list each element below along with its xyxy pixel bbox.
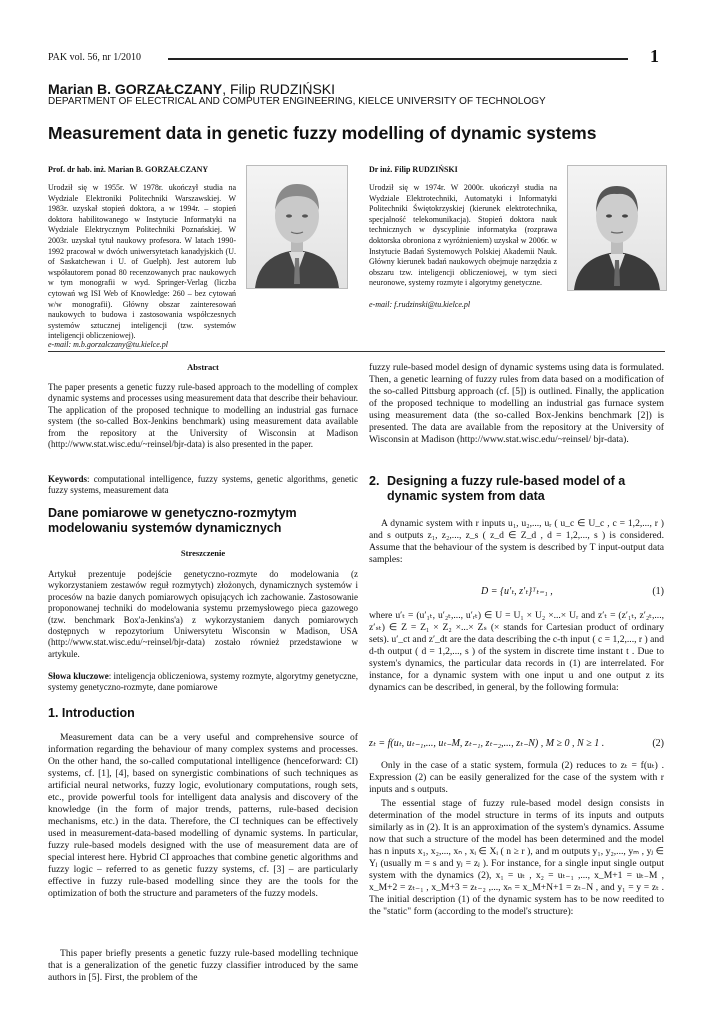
equation-1-number: (1) [652,586,664,597]
bio2-text: Urodził się w 1974r. W 2000r. ukończył studia na Wydziale Elektrotechniki, Automatyki i Informatyki Politechniki Świętokrzyskiej (kierunek elektrotechnika, specjalność telekomunikacja). Stopień doktora nauk technicznych w dyscyplinie informatyka (rozprawa doktorska obroniona z wyróżnieniem) uzyskał w 2006r. w Instytucie Badań Systemowych Polskiej Akademii Nauk. Główny kierunek badań naukowych obejmuje narzędzia z obszaru tzw. inteligencji obliczeniowej, w tym sieci neuronowe, systemy rozmyte i algorytmy genetyczne. [369,183,557,288]
section-2-title: Designing a fuzzy rule-based model of a dynamic system from data [387,474,626,503]
author-1: Marian B. GORZAŁCZANY [48,81,223,97]
department: DEPARTMENT OF ELECTRICAL AND COMPUTER ENGINEERING, KIELCE UNIVERSITY OF TECHNOLOGY [48,96,546,107]
polish-keywords-label: Słowa kluczowe [48,671,109,681]
section-2-heading [369,474,664,504]
page-number: 1 [650,46,659,66]
equation-2 [369,738,664,752]
bio1-name: Prof. dr hab. inż. Marian B. GORZAŁCZANY [48,165,209,174]
author-separator: , [222,81,231,97]
polish-abstract-text: Artykuł prezentuje podejście genetyczno-rozmyte do modelowania (z wykorzystaniem zestawów reguł rozmytych) złożonych, dynamicznych systemów i procesów na bazie danych pomiarowych opisujących ich zachowanie. Zastosowanie proponowanej techniki do modelowania systemu przemysłowego pieca gazowego (tzw. benchmark Box'a-Jenkins'a) z wykorzystaniem danych pomiarowych dostępnych w repozytorium Uniwersytetu Wisconsin w Madison, USA (http://www.stat.wisc.edu/~reinsel/bjr-data) zostało również przedstawione w artykule. [48,569,358,659]
bio1-text: Urodził się w 1955r. W 1978r. ukończył studia na Wydziale Elektroniki Politechniki Warszawskiej. W 1983r. uzyskał stopień doktora, a w 1994r. – stopień doktora habilitowanego w Instytucie Informatyki na Wydziale Elektrycznym Politechniki Poznańskiej. W 2003r. uzyskał tytuł naukowy profesora. W latach 1990-1992 pracował w dwóch uniwersytetach kanadyjskich (U. of Saskatchewan i U. of Guelph). Jest autorem lub współautorem ponad 80 recenzowanych prac naukowych w tym monografii w wyd. Springer-Verlag (liczba cytowań wg ISI Web of Knowledge: 260 – bez cytowań w/w monografii). Główny obszar zainteresowań naukowych to budowa i zastosowania współczesnych systemów sztucznej inteligencji (tzw. systemów inteligencji obliczeniowej). [48,183,236,341]
bio2-name: Dr inż. Filip RUDZIŃSKI [369,165,458,174]
bio2-email: e-mail: f.rudzinski@tu.kielce.pl [369,300,471,309]
equation-2-body: zₜ = f(uₜ, uₜ₋₁,..., uₜ₋M, zₜ₋₁, zₜ₋₂,..., zₜ₋N) , M ≥ 0 , N ≥ 1 . [369,738,605,749]
author1-photo [246,165,348,289]
header-rule [168,58,628,60]
section-2-paragraph-a: A dynamic system with r inputs u₁, u₂,..., uᵣ ( u_c ∈ U_c , c = 1,2,..., r ) and s outputs z₁, z₂,..., z_s ( z_d ∈ Z_d , d = 1,2,..., s ) is considered. Assume that the behaviour of the system is described by T input-output data samples: [369,518,664,565]
polish-keywords-text: : inteligencja obliczeniowa, systemy rozmyte, algorytmy genetyczne, systemy genetyczno-rozmyte, dane pomiarowe [48,671,358,693]
journal-header: PAK vol. 56, nr 1/2010 [48,52,141,63]
abstract-text: The paper presents a genetic fuzzy rule-based approach to the modelling of complex dynamic systems and processes using measurement data that describe their behaviour. The application of the proposed technique to modelling an industrial gas furnace system (the so-called Box-Jenkins benchmark) using measurement data available from the repository at the University of Wisconsin at Madison (http://www.stat.wisc.edu/~reinsel/bjr-data) is also presented in the paper. [48,382,358,450]
polish-keywords [48,671,358,694]
section-2-paragraph-b: where u′ₜ = (u′₁ₜ, u′₂ₜ,..., u′ᵣₜ) ∈ U = U₁ × U₂ ×...× Uᵣ and z′ₜ = (z′₁ₜ, z′₂ₜ,..., z′ₛₜ) ∈ Z = Z₁ × Z₂ ×...× Zₛ (× stands for Cartesian product of ordinary sets). u′_ct and z′_dt are the data describing the c-th input ( c = 1,2,..., r ) and d-th output ( d = 1,2,..., s ) of the system in discrete time instant t . Due to system's dynamics, the particular data records in (1) are interrelated. For instance, for a dynamic system with one input u and one output z its dynamics can be described, in general, by the following formula: [369,610,664,693]
authors-line [48,81,335,97]
author-2: Filip RUDZIŃSKI [230,81,336,97]
paper-title: Measurement data in genetic fuzzy modelling of dynamic systems [48,123,597,143]
polish-abstract-heading: Streszczenie [180,548,226,558]
keywords-label: Keywords [48,474,87,484]
section-introduction-heading: 1. Introduction [48,706,135,720]
bio-divider [48,351,665,352]
section-2-paragraph-d: The essential stage of fuzzy rule-based model design consists in determination of the model structure in terms of its inputs and outputs similarly as in (2). It is an approximation of the system's dynamics. Assume now that such a structure of the model has been determined and the model has n inputs x₁, x₂,..., xₙ , xᵢ ∈ Xᵢ ( n ≥ r ), and m outputs y₁, y₂,..., yₘ , yⱼ ∈ Yⱼ (usually m = s and yⱼ = zⱼ ). For instance, for a single input single output system with the dynamics (2), x₁ = uₜ , x₂ = uₜ₋₁ ,..., x_M+1 = uₜ₋M , x_M+2 = zₜ₋₁ , x_M+3 = zₜ₋₂ ,..., xₙ = x_M+N+1 = zₜ₋N , and y₁ = y = zₜ . The initial description (1) of the dynamic system has to be now reedited to the "static" form (according to the model's structure): [369,798,664,917]
section-2-paragraph-c: Only in the case of a static system, formula (2) reduces to zₜ = f(uₜ) . Expression (2) can be easily generalized for the case of the system with r inputs and s outputs. [369,760,664,795]
portrait-icon [568,166,666,290]
equation-1 [369,586,664,600]
section-2-number: 2. [369,474,380,488]
bio1-email: e-mail: m.b.gorzalczany@tu.kielce.pl [48,340,168,349]
author2-photo [567,165,667,291]
abstract-keywords [48,474,358,497]
intro-paragraph-2: This paper briefly presents a genetic fuzzy rule-based modelling technique that is a generalization of the genetic fuzzy classifier introduced by the same authors in [5]. First, the problem of the [48,948,358,983]
abstract-heading: Abstract [187,362,219,372]
equation-2-number: (2) [652,738,664,749]
intro-paragraph-1: Measurement data can be a very useful and comprehensive source of information regarding the behaviour of many complex systems and processes. On the other hand, the so-called computational intelligence (henceforward: CI) systems, cf. [1], [4], based on synergistic combinations of such techniques as artificial neural networks, fuzzy logic, evolutionary computations, rough sets, etc., provide powerful tools for intelligent data analysis and discovery of the knowledge (in the form of major trends, patterns, rule-based decision mechanisms, etc.) in the data. Therefore, the CI techniques can be effectively used in measurement-data-based modelling of dynamic systems. In particular, fuzzy rule-based models designed with the use of measurement data are of special interest here. Hybrid CI approaches that combine genetic algorithms and fuzzy logic – referred to as genetic fuzzy systems, cf. [3] – are particularly effective in fuzzy rule-based modelling since they are the tools for the optimization of both the structure and parameters of the fuzzy models. [48,732,358,899]
equation-1-body: D = {u′ₜ, z′ₜ}ᵀₜ₌₁ , [481,586,553,597]
polish-title: Dane pomiarowe w genetyczno-rozmytym modelowaniu systemów dynamicznych [48,506,297,535]
keywords-text: : computational intelligence, fuzzy systems, genetic algorithms, genetic fuzzy systems, measurement data [48,474,358,496]
portrait-icon [247,166,347,288]
right-intro-continuation: fuzzy rule-based model design of dynamic systems using data is formulated. Then, a genetic learning of fuzzy rules from data based on a modification of the so-called Pittsburg approach (cf. [5]) is outlined. Finally, the application of the proposed technique to modelling an industrial gas furnace system using measurement data (the so-called Box-Jenkins benchmark [2]) is presented. The data are available from the repository at the University of Wisconsin at Madison (http://www.stat.wisc.edu/~reinsel/ bjr-data). [369,362,664,445]
